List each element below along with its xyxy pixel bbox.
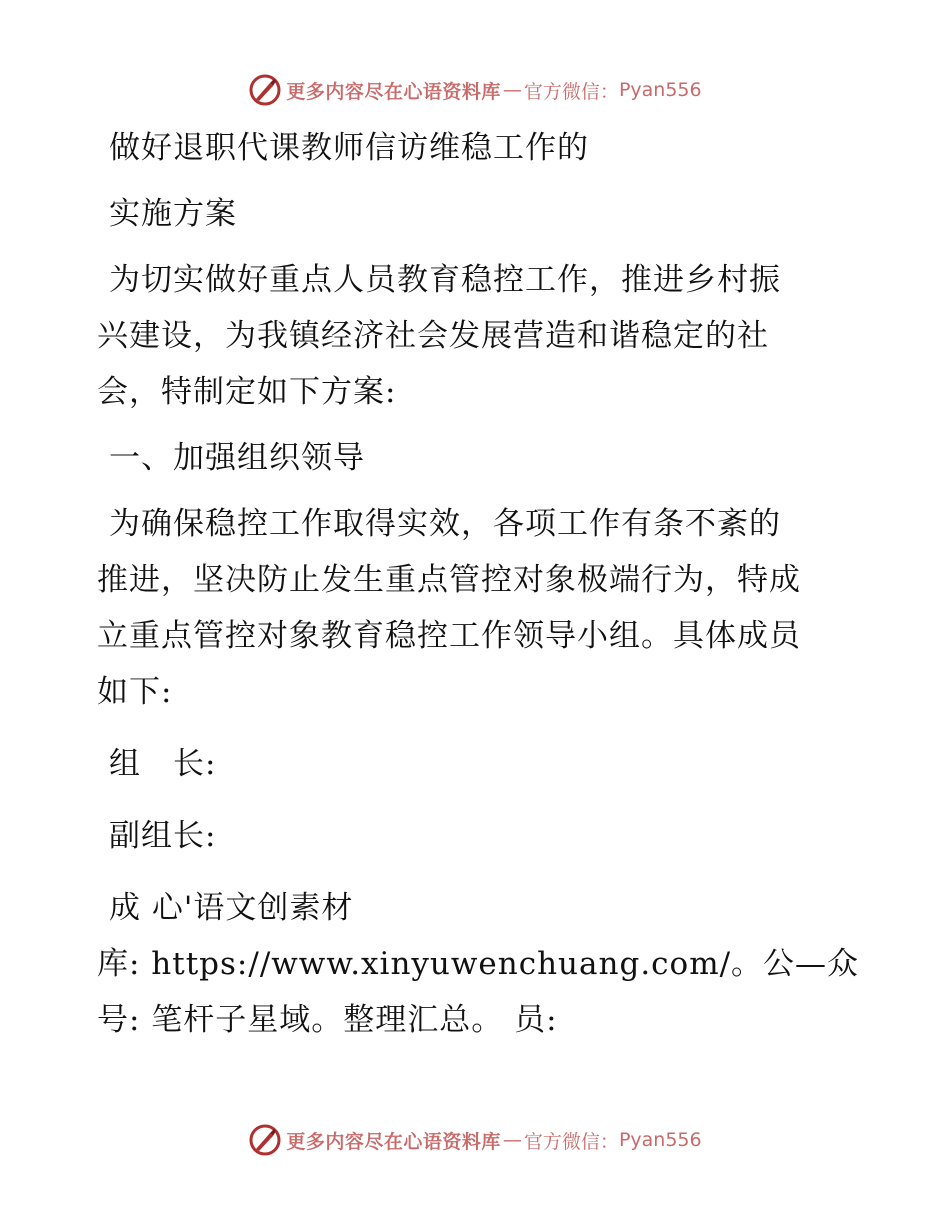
pen-logo-icon <box>248 73 282 107</box>
intro-line: 会，特制定如下方案: <box>97 374 397 410</box>
members-line: 成 心'语文创素材 <box>109 890 354 926</box>
banner-separator: — <box>502 1129 522 1151</box>
members-line: 库: https://www.xinyuwenchuang.com/。公—众 <box>97 946 860 982</box>
deputy-label: 副组长: <box>109 818 217 854</box>
document-title-line-1: 做好退职代课教师信访维稳工作的 <box>109 130 589 166</box>
intro-line: 为切实做好重点人员教育稳控工作，推进乡村振 <box>109 262 781 298</box>
banner-separator: — <box>502 79 522 101</box>
pen-logo-icon <box>248 1123 282 1157</box>
banner-site-text: 更多内容尽在心语资料库 <box>286 80 501 103</box>
intro-line: 兴建设，为我镇经济社会发展营造和谐稳定的社 <box>97 318 769 354</box>
banner-wechat-label: 官方微信： <box>523 80 619 103</box>
section-1-body-line: 推进，坚决防止发生重点管控对象极端行为，特成 <box>97 562 801 598</box>
banner-wechat-label: 官方微信： <box>523 1130 619 1153</box>
section-1-body-line: 为确保稳控工作取得实效，各项工作有条不紊的 <box>109 506 781 542</box>
banner-wechat-id: Pyan556 <box>618 1129 702 1151</box>
leader-label: 组 长: <box>109 746 217 782</box>
document-body <box>97 120 860 1048</box>
section-1-body-line: 立重点管控对象教育稳控工作领导小组。具体成员 <box>97 618 801 654</box>
document-title-line-2: 实施方案 <box>109 196 237 232</box>
section-1-body-line: 如下: <box>97 674 173 710</box>
banner-site-text: 更多内容尽在心语资料库 <box>286 1130 501 1153</box>
section-1-heading: 一、加强组织领导 <box>109 440 365 476</box>
header-banner <box>0 70 950 110</box>
members-line: 号: 笔杆子星域。整理汇总。 员: <box>97 1002 558 1038</box>
footer-banner <box>0 1120 950 1160</box>
banner-wechat-id: Pyan556 <box>618 79 702 101</box>
